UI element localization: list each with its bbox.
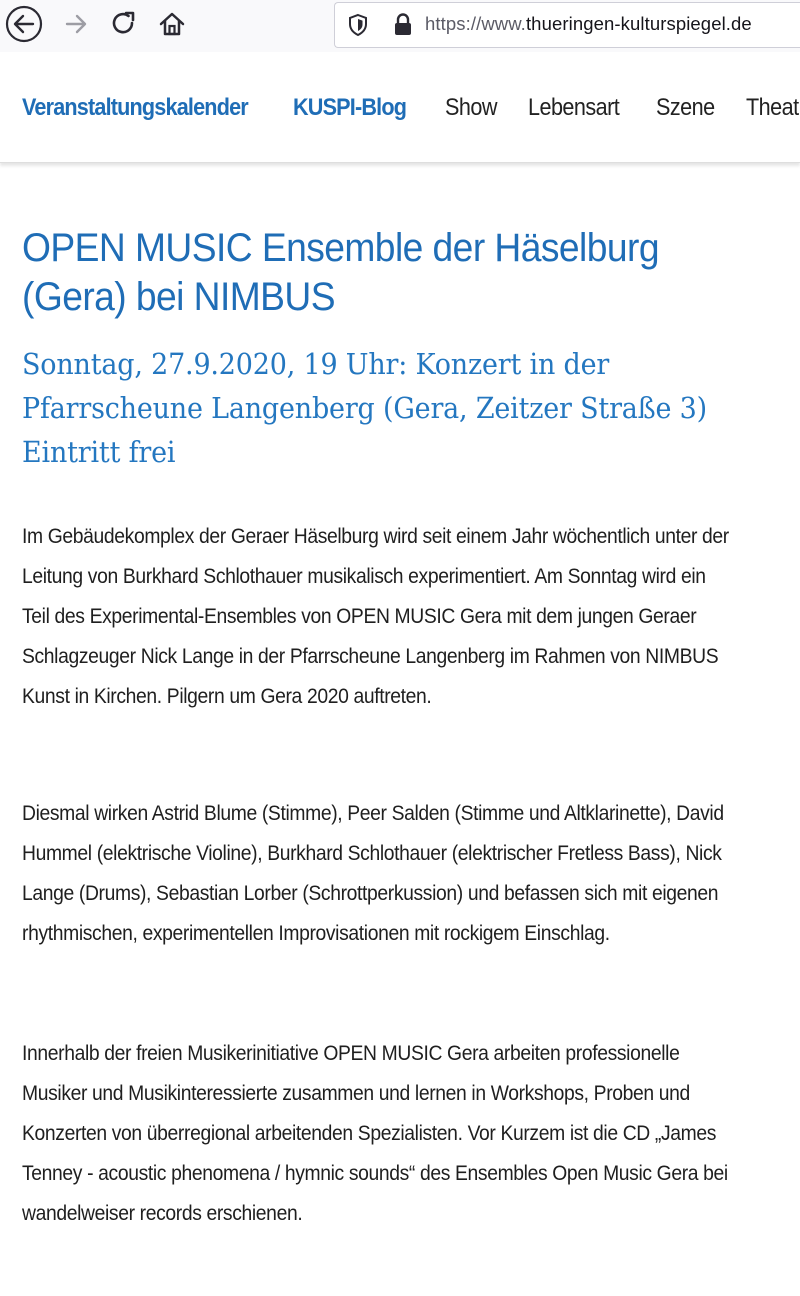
forward-arrow-icon	[56, 4, 96, 44]
url-prefix: https://www.	[425, 13, 526, 34]
nav-item-szene[interactable]: Szene	[656, 94, 715, 121]
nav-item-show[interactable]: Show	[445, 94, 497, 121]
browser-toolbar	[0, 0, 800, 53]
back-arrow-icon	[4, 4, 44, 44]
site-navigation	[0, 52, 800, 163]
home-icon	[152, 4, 192, 44]
nav-item-veranstaltungskalender[interactable]: Veranstaltungskalender	[22, 94, 248, 121]
article-header	[22, 224, 782, 474]
back-button[interactable]	[4, 4, 44, 44]
lock-icon[interactable]	[393, 12, 413, 36]
nav-item-lebensart[interactable]: Lebensart	[528, 94, 620, 121]
nav-item-theater[interactable]: Theat	[746, 94, 799, 121]
article-title: OPEN MUSIC Ensemble der Häselburg (Gera) bei NIMBUS	[22, 226, 659, 319]
article-paragraph: Innerhalb der freien Musikerinitiative OPEN MUSIC Gera arbeiten professionelle Musiker und Musikinteressierte zusammen und lernen in Workshops, Proben und Konzerten von überregional arbeitenden Spezialisten. Vor Kurzem ist die CD „James Tenney - acoustic phenomena / hymnic sounds“ des Ensembles Open Music Gera bei wandelweiser records erschienen.	[22, 1042, 728, 1225]
tracking-shield-icon[interactable]	[347, 13, 369, 37]
url-bar[interactable]	[334, 2, 800, 48]
article-paragraph: Diesmal wirken Astrid Blume (Stimme), Peer Salden (Stimme und Altklarinette), David Hummel (elektrische Violine), Burkhard Schlothauer (elektrischer Fretless Bass), Nick Lange (Drums), Sebastian Lorber (Schrottperkussion) und befassen sich mit eigenen rhythmischen, experimentellen Improvisationen mit rockigem Einschlag.	[22, 802, 724, 945]
url-host: thueringen-kulturspiegel.de	[525, 13, 752, 34]
article-subtitle: Sonntag, 27.9.2020, 19 Uhr: Konzert in der Pfarrscheune Langenberg (Gera, Zeitzer Straße 3) Eintritt frei	[22, 347, 707, 469]
reload-icon	[104, 4, 144, 44]
reload-button[interactable]	[104, 4, 144, 44]
nav-item-kuspi-blog[interactable]: KUSPI-Blog	[293, 94, 407, 121]
home-button[interactable]	[152, 4, 192, 44]
article-paragraph: Im Gebäudekomplex der Geraer Häselburg wird seit einem Jahr wöchentlich unter der Leitung von Burkhard Schlothauer musikalisch experimentiert. Am Sonntag wird ein Teil des Experimental-Ensembles von OPEN MUSIC Gera mit dem jungen Geraer Schlagzeuger Nick Lange in der Pfarrscheune Langenberg im Rahmen von NIMBUS Kunst in Kirchen. Pilgern um Gera 2020 auftreten.	[22, 525, 729, 708]
url-text[interactable]	[425, 13, 752, 35]
forward-button[interactable]	[56, 4, 96, 44]
